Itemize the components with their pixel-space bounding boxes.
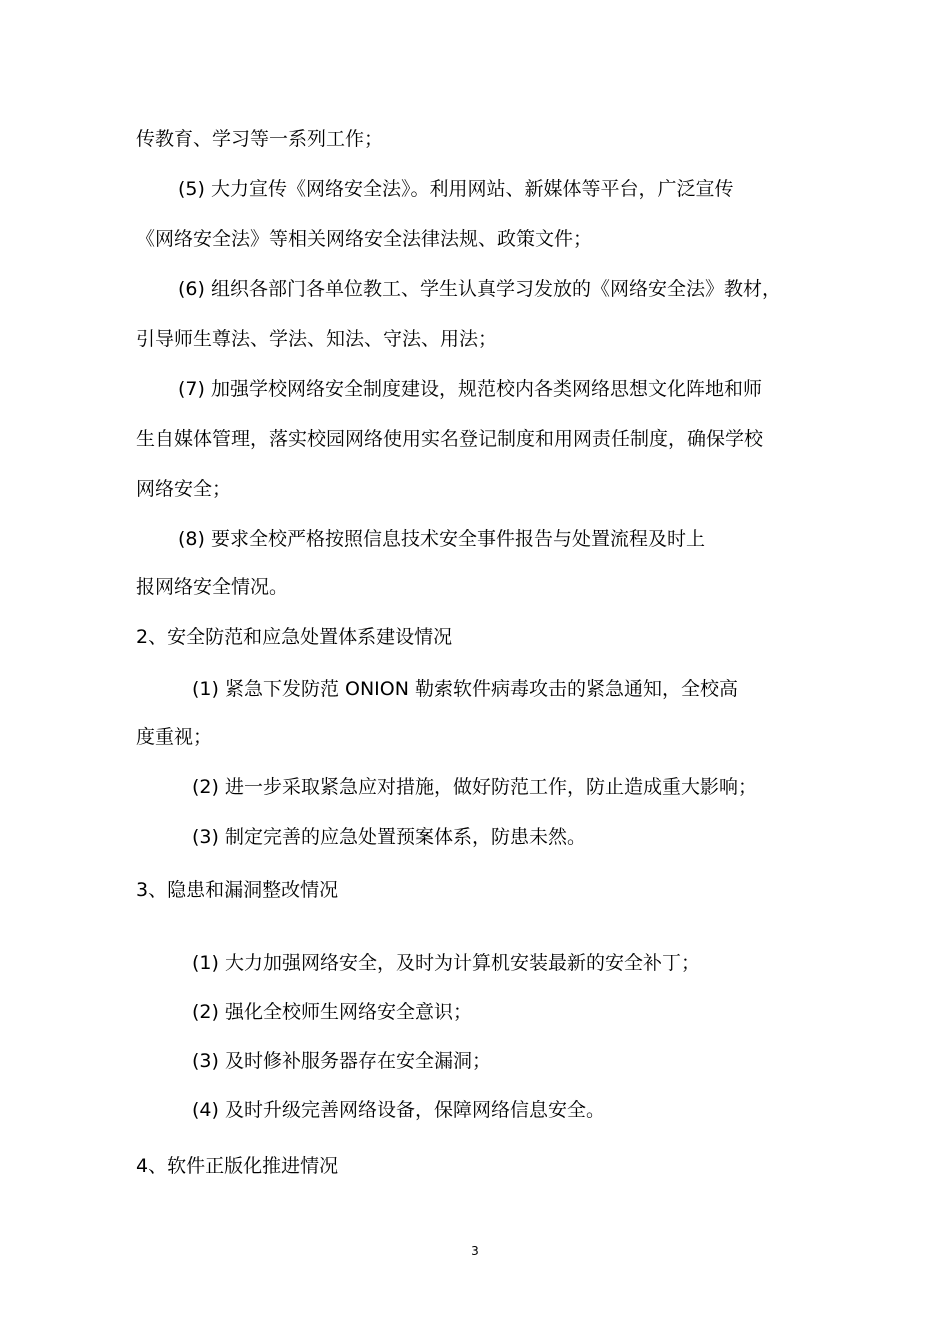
section-3-item-4: (4) 及时升级完善网络设备，保障网络信息安全。 bbox=[192, 1099, 605, 1121]
section-3-item-1: (1) 大力加强网络安全，及时为计算机安装最新的安全补丁； bbox=[192, 952, 700, 974]
list-item-6-line-2: 引导师生尊法、学法、知法、守法、用法； bbox=[136, 328, 498, 350]
section-3-item-2: (2) 强化全校师生网络安全意识； bbox=[192, 1001, 472, 1023]
section-heading-3: 3、隐患和漏洞整改情况 bbox=[136, 879, 339, 901]
list-item-7-line-3: 网络安全； bbox=[136, 478, 232, 500]
paragraph-line: 传教育、学习等一系列工作； bbox=[136, 128, 384, 150]
section-heading-4: 4、软件正版化推进情况 bbox=[136, 1155, 339, 1177]
section-2-item-3: (3) 制定完善的应急处置预案体系，防患未然。 bbox=[192, 826, 586, 848]
section-2-item-1-line-1: (1) 紧急下发防范 ONION 勒索软件病毒攻击的紧急通知，全校高 bbox=[192, 678, 738, 700]
list-item-5-line-2: 《网络安全法》等相关网络安全法律法规、政策文件； bbox=[136, 228, 593, 250]
list-item-7-line-2: 生自媒体管理，落实校园网络使用实名登记制度和用网责任制度，确保学校 bbox=[136, 428, 764, 450]
list-item-6-line-1: (6) 组织各部门各单位教工、学生认真学习发放的《网络安全法》教材， bbox=[178, 278, 781, 300]
list-item-8-line-2: 报网络安全情况。 bbox=[136, 576, 289, 598]
list-item-7-line-1: (7) 加强学校网络安全制度建设，规范校内各类网络思想文化阵地和师 bbox=[178, 378, 762, 400]
page-number: 3 bbox=[471, 1244, 479, 1258]
list-item-8-line-1: (8) 要求全校严格按照信息技术安全事件报告与处置流程及时上 bbox=[178, 528, 705, 550]
section-3-item-3: (3) 及时修补服务器存在安全漏洞； bbox=[192, 1050, 491, 1072]
section-heading-2: 2、安全防范和应急处置体系建设情况 bbox=[136, 626, 453, 648]
section-2-item-2: (2) 进一步采取紧急应对措施，做好防范工作，防止造成重大影响； bbox=[192, 776, 757, 798]
section-2-item-1-line-2: 度重视； bbox=[136, 726, 213, 748]
list-item-5-line-1: (5) 大力宣传《网络安全法》。利用网站、新媒体等平台，广泛宣传 bbox=[178, 178, 734, 200]
